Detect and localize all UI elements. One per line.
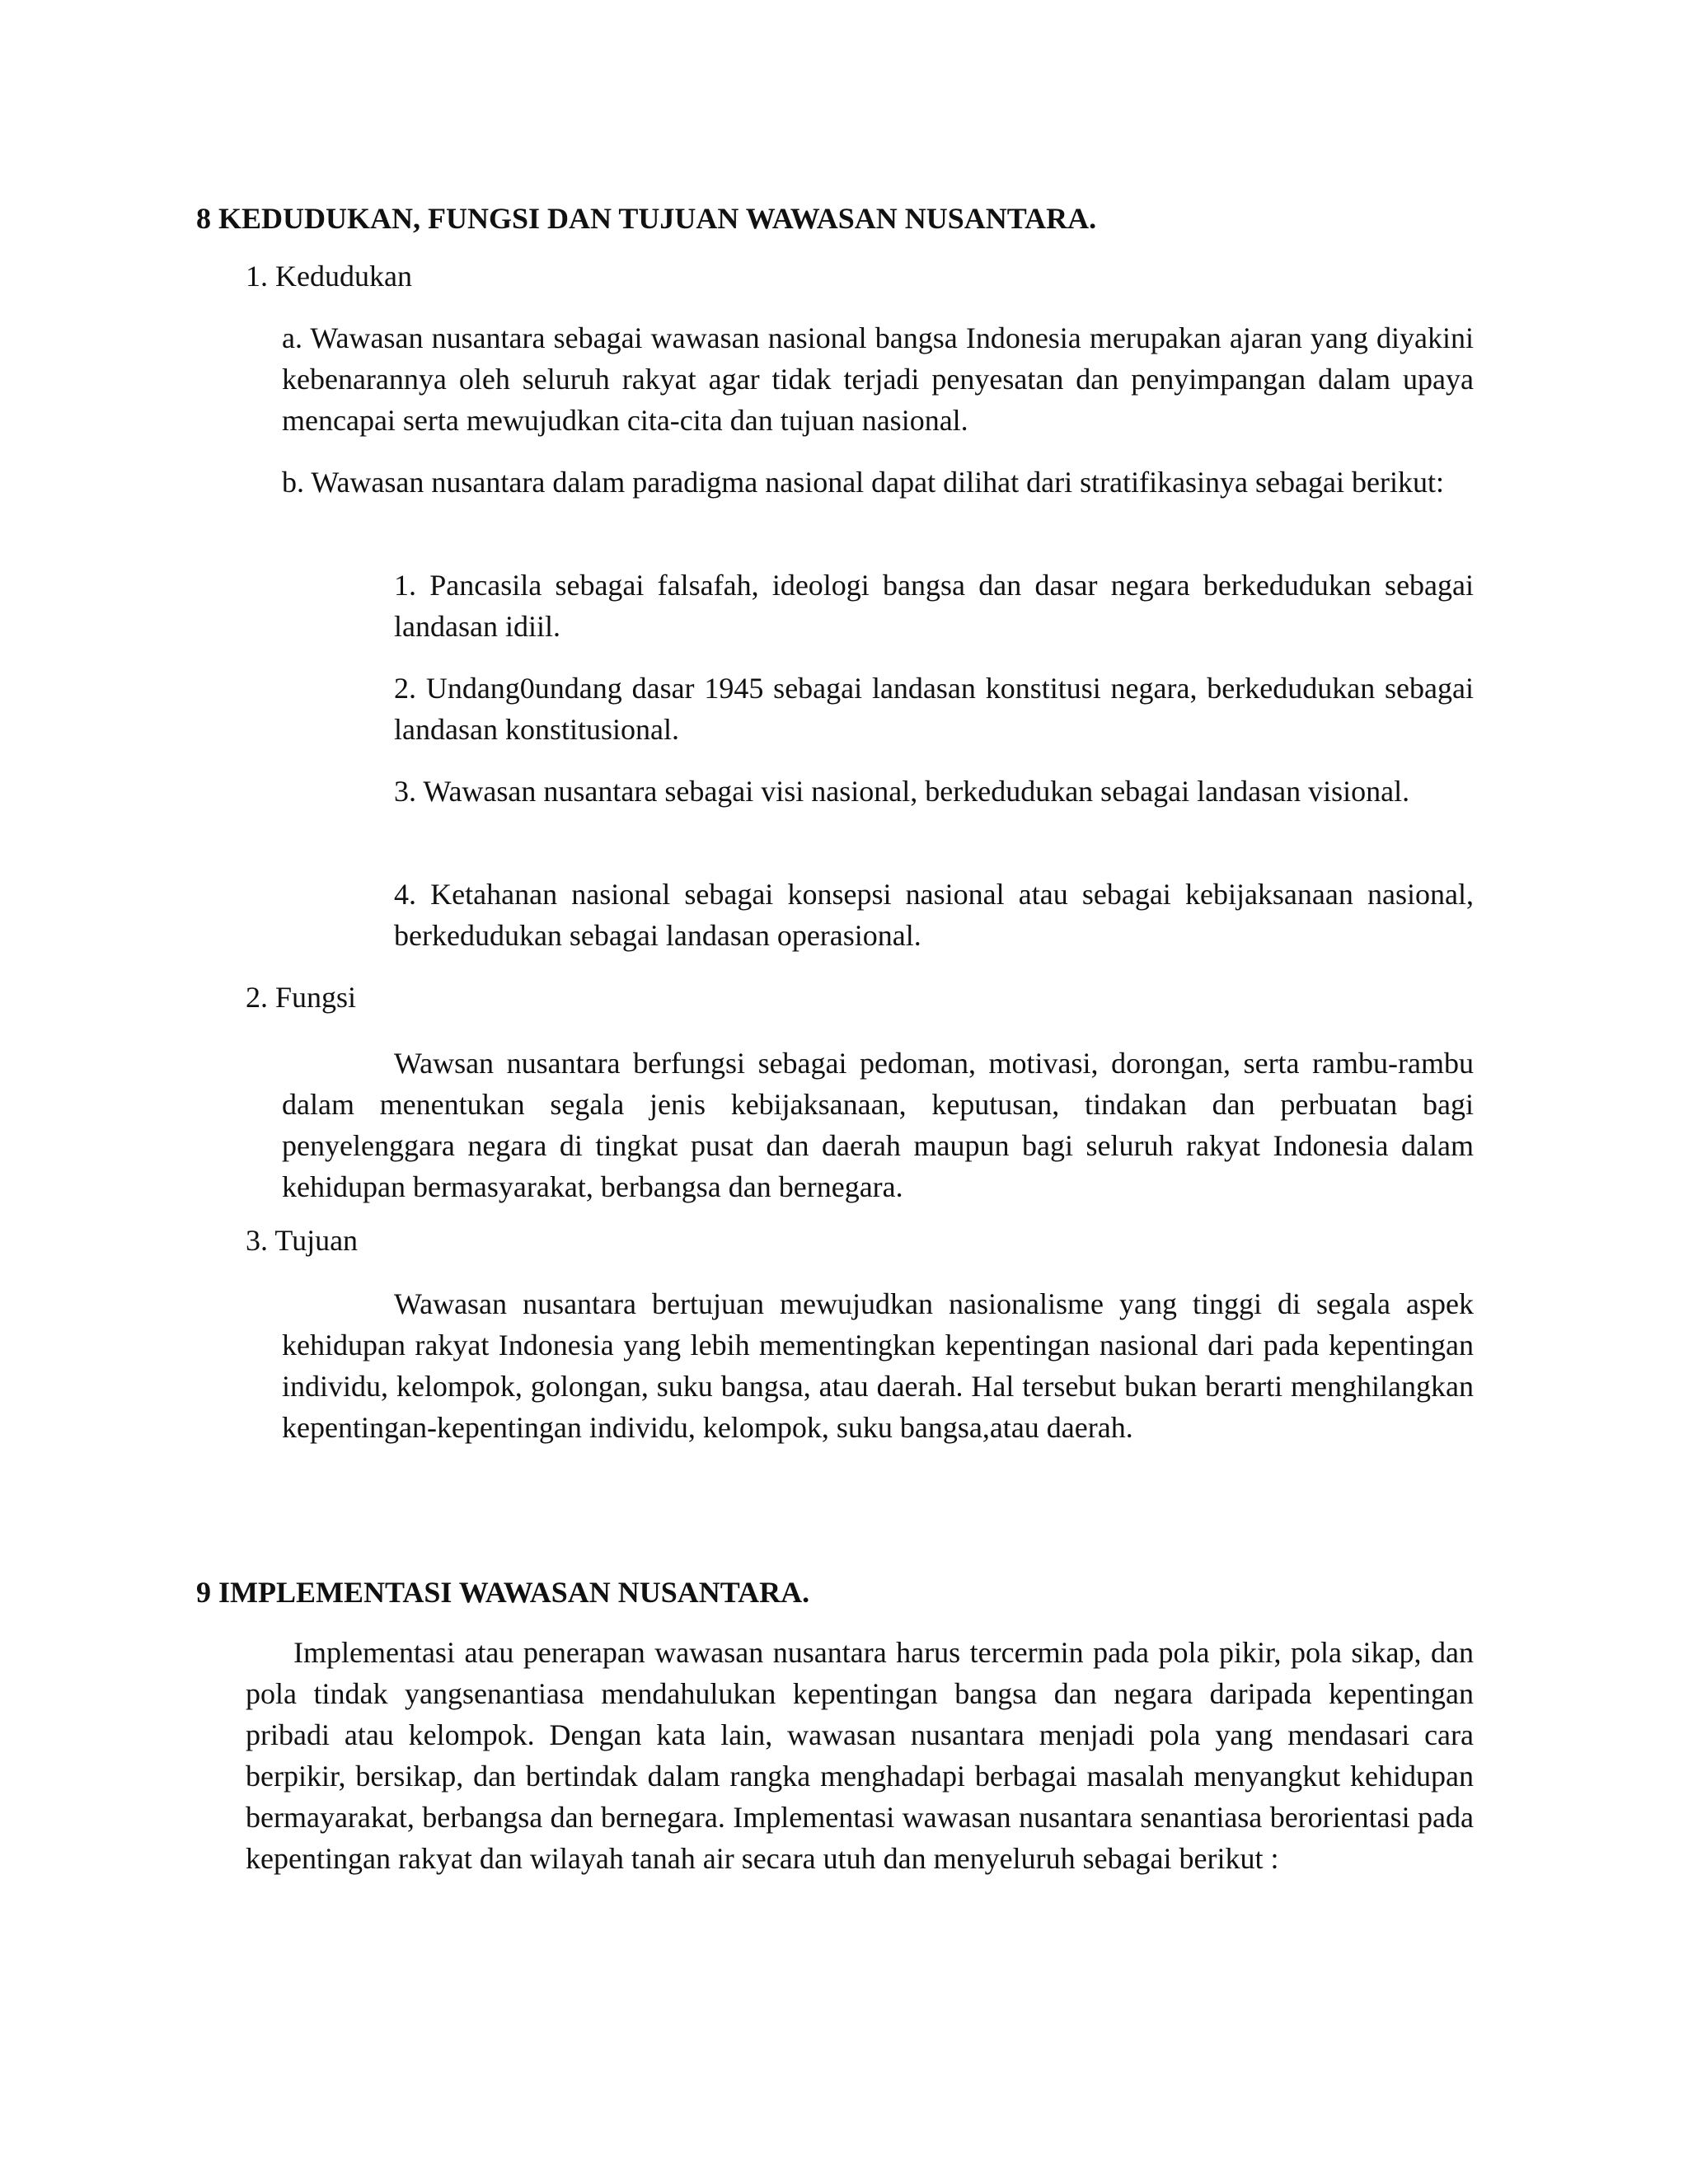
kedudukan-point-a: a. Wawasan nusantara sebagai wawasan nasional bangsa Indonesia merupakan ajaran yang diyakini kebenarannya oleh seluruh rakyat agar tidak terjadi penyesatan dan penyimpangan dalam upaya mencapai serta mewujudkan cita-cita dan tujuan nasional. <box>282 321 1474 437</box>
kedudukan-point-b: b. Wawasan nusantara dalam paradigma nasional dapat dilihat dari stratifikasinya sebagai berikut: <box>282 466 1444 499</box>
stratification-item-2: 2. Undang0undang dasar 1945 sebagai landasan konstitusi negara, berkedudukan sebagai landasan konstitusional. <box>394 672 1474 746</box>
tujuan-text: Wawasan nusantara bertujuan mewujudkan nasionalisme yang tinggi di segala aspek kehidupan rakyat Indonesia yang lebih mementingkan kepentingan nasional dari pada kepentingan individu, kelompok, golongan, suku bangsa, atau daerah. Hal tersebut bukan berarti menghilangkan kepentingan-kepentingan individu, kelompok, suku bangsa,atau daerah. <box>282 1287 1474 1444</box>
fungsi-text: Wawsan nusantara berfungsi sebagai pedoman, motivasi, dorongan, serta rambu-rambu dalam menentukan segala jenis kebijaksanaan, keputusan, tindakan dan perbuatan bagi penyelenggara negara di tingkat pusat dan daerah maupun bagi seluruh rakyat Indonesia dalam kehidupan bermasyarakat, berbangsa dan bernegara. <box>282 1047 1474 1203</box>
tujuan-paragraph <box>282 1283 1474 1448</box>
fungsi-label: 2. Fungsi <box>246 981 357 1014</box>
implementasi-text: Implementasi atau penerapan wawasan nusantara harus tercermin pada pola pikir, pola sikap, dan pola tindak yangsenantiasa mendahulukan kepentingan bangsa dan negara daripada kepentingan pribadi atau kelompok. Dengan kata lain, wawasan nusantara menjadi pola yang mendasari cara berpikir, bersikap, dan bertindak dalam rangka menghadapi berbagai masalah menyangkut kehidupan bermayarakat, berbangsa dan bernegara. Implementasi wawasan nusantara senantiasa berorientasi pada kepentingan rakyat dan wilayah tanah air secara utuh dan menyeluruh sebagai berikut : <box>246 1636 1474 1875</box>
section-9-heading: 9 IMPLEMENTASI WAWASAN NUSANTARA. <box>196 1576 810 1609</box>
section-8-heading: 8 KEDUDUKAN, FUNGSI DAN TUJUAN WAWASAN NUSANTARA. <box>196 202 1097 235</box>
tujuan-label: 3. Tujuan <box>246 1224 359 1257</box>
stratification-item-3: 3. Wawasan nusantara sebagai visi nasional, berkedudukan sebagai landasan visional. <box>394 775 1410 808</box>
implementasi-paragraph <box>246 1632 1474 1879</box>
kedudukan-label: 1. Kedudukan <box>246 260 412 293</box>
stratification-item-1: 1. Pancasila sebagai falsafah, ideologi bangsa dan dasar negara berkedudukan sebagai landasan idiil. <box>394 569 1474 643</box>
stratification-item-4: 4. Ketahanan nasional sebagai konsepsi nasional atau sebagai kebijaksanaan nasional, berkedudukan sebagai landasan operasional. <box>394 878 1474 952</box>
fungsi-paragraph <box>282 1043 1474 1207</box>
